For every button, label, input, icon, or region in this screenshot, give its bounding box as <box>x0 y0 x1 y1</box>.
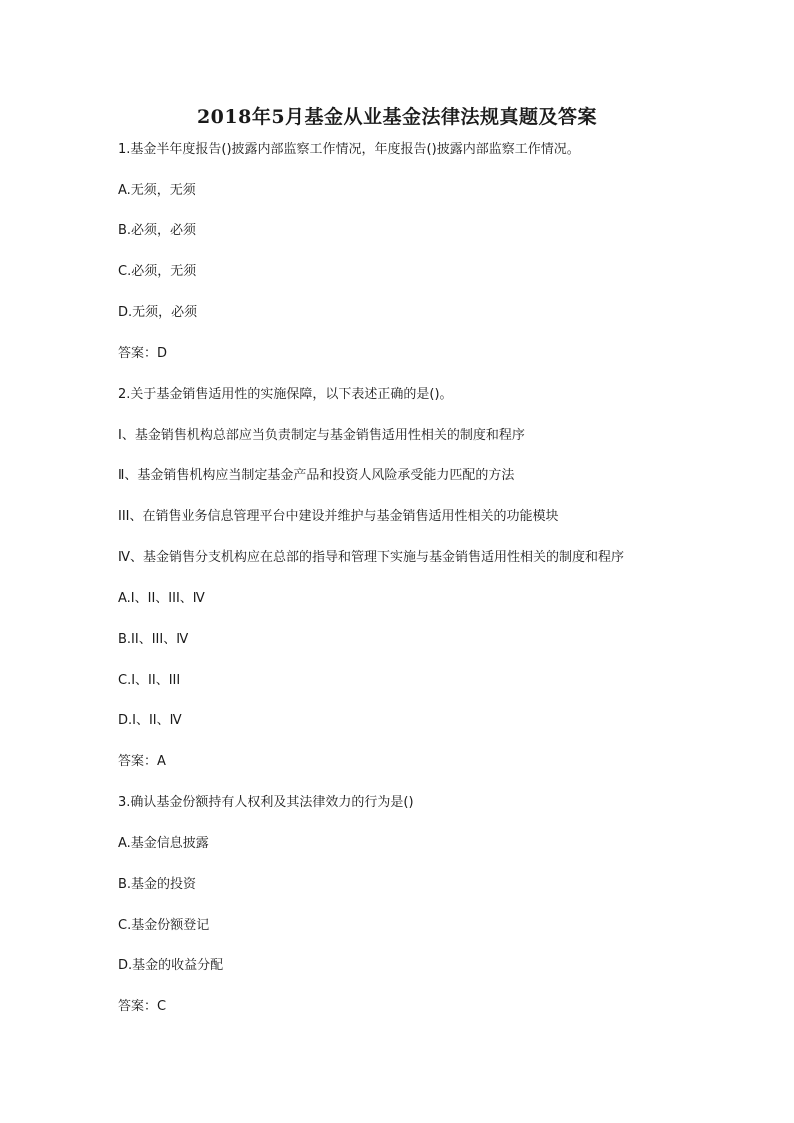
question-2-option-a: A.I、II、III、Ⅳ <box>118 591 205 606</box>
question-3-option-c: C.基金份额登记 <box>118 918 210 933</box>
question-1-option-a: A.无须，无须 <box>118 183 196 198</box>
question-1-option-d: D.无须，必须 <box>118 305 198 320</box>
question-2-option-b: B.II、III、Ⅳ <box>118 632 189 647</box>
question-1-option-c: C.必须，无须 <box>118 264 197 279</box>
question-3-option-a: A.基金信息披露 <box>118 836 209 851</box>
document-title: 2018年5月基金从业基金法律法规真题及答案 <box>196 106 598 128</box>
question-1-option-b: B.必须，必须 <box>118 223 197 238</box>
question-3-stem: 3.确认基金份额持有人权利及其法律效力的行为是() <box>118 795 414 810</box>
question-3-option-d: D.基金的收益分配 <box>118 958 224 973</box>
question-2-statement-2: Ⅱ、基金销售机构应当制定基金产品和投资人风险承受能力匹配的方法 <box>118 468 515 483</box>
question-2-option-d: D.I、II、Ⅳ <box>118 713 182 728</box>
question-1-stem: 1.基金半年度报告()披露内部监察工作情况，年度报告()披露内部监察工作情况。 <box>118 142 580 157</box>
question-2-statement-4: Ⅳ、基金销售分支机构应在总部的指导和管理下实施与基金销售适用性相关的制度和程序 <box>118 550 624 565</box>
question-3-answer: 答案：C <box>118 999 167 1014</box>
question-2-stem: 2.关于基金销售适用性的实施保障，以下表述正确的是()。 <box>118 387 453 402</box>
question-2-statement-3: III、在销售业务信息管理平台中建设并维护与基金销售适用性相关的功能模块 <box>118 509 559 524</box>
question-2-option-c: C.I、II、III <box>118 673 181 688</box>
question-2-answer: 答案：A <box>118 754 166 769</box>
question-3-option-b: B.基金的投资 <box>118 877 197 892</box>
question-2-statement-1: I、基金销售机构总部应当负责制定与基金销售适用性相关的制度和程序 <box>118 428 525 443</box>
question-1-answer: 答案：D <box>118 346 168 361</box>
